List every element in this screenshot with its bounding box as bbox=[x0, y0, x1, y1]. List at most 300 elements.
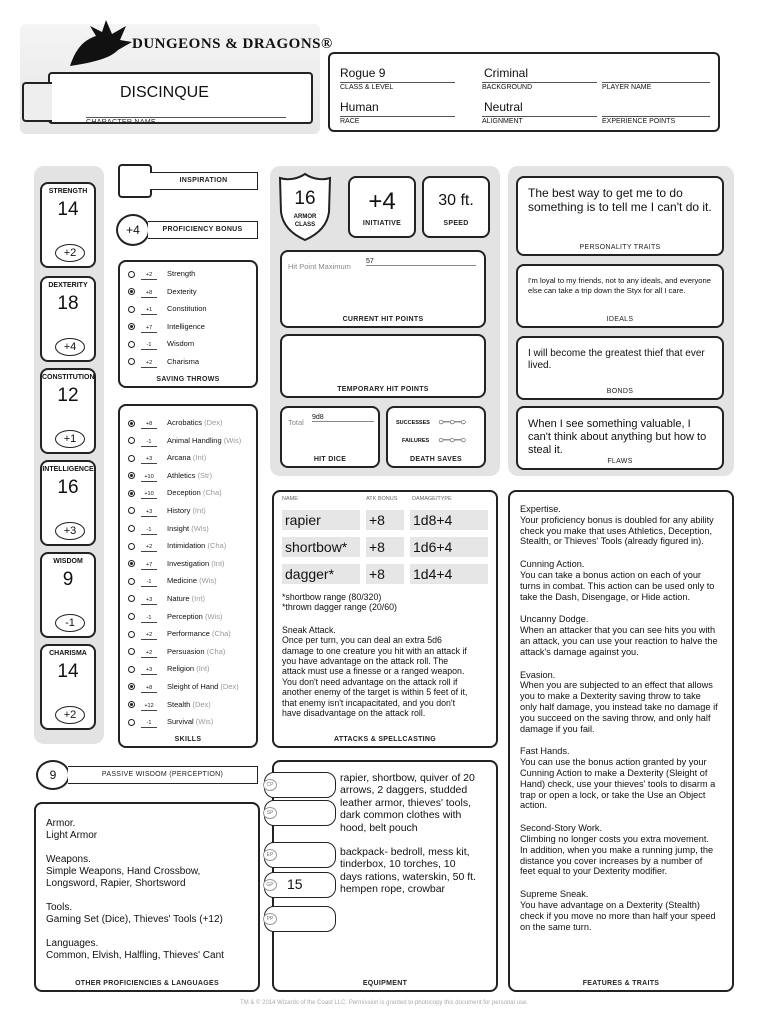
skills-list bbox=[128, 414, 256, 731]
saving-throws-box bbox=[118, 260, 258, 388]
text-line: Gaming Set (Dice), Thieves' Tools (+12) bbox=[46, 914, 223, 925]
proficiency-checkbox[interactable] bbox=[128, 578, 135, 585]
attacks-col-bonus: ATK BONUS bbox=[366, 496, 398, 502]
attacks-col-damage: DAMAGE/TYPE bbox=[412, 496, 452, 502]
text-line: Stealth, or Thieves' Tools (already figured in). bbox=[520, 536, 704, 547]
saving-throw-row[interactable] bbox=[128, 335, 256, 353]
skill-ability: (Cha) bbox=[212, 629, 231, 639]
text-line: another enemy of the target is within 5 feet of it, bbox=[282, 687, 468, 698]
proficiency-checkbox[interactable] bbox=[128, 472, 135, 479]
skill-row[interactable] bbox=[128, 696, 256, 714]
text-line: Evasion. bbox=[520, 669, 556, 680]
text-line: tinderbox, 10 torches, 10 bbox=[340, 858, 456, 871]
skill-name: Athletics bbox=[167, 470, 196, 480]
skill-name: Sleight of Hand bbox=[167, 681, 219, 691]
text-line: feet equal to your Dexterity modifier. bbox=[520, 866, 668, 877]
ideals-text: I'm loyal to my friends, not to any ideals, and everyone else can take a trip down the Styx for all I care. bbox=[528, 276, 711, 295]
skill-value: -1 bbox=[141, 719, 157, 728]
text-line: Once per turn, you can deal an extra 5d6 bbox=[282, 635, 442, 646]
text-line bbox=[520, 602, 722, 614]
skill-row[interactable] bbox=[128, 432, 256, 450]
saving-throw-value: +2 bbox=[141, 271, 157, 280]
passive-wisdom-value[interactable]: 9 bbox=[36, 760, 70, 790]
hp-max-value[interactable]: 57 bbox=[366, 258, 476, 266]
passive-wisdom-label: PASSIVE WISDOM (PERCEPTION) bbox=[68, 766, 258, 784]
coin-label: EP bbox=[263, 849, 277, 861]
text-line: You have advantage on a Dexterity (Stealth) bbox=[520, 899, 700, 910]
skill-name: Medicine bbox=[167, 576, 198, 586]
attack-bonus: +8 bbox=[366, 564, 404, 584]
text-line: arrows, 2 daggers, studded bbox=[340, 784, 468, 797]
personality-traits-text: The best way to get me to do something is to tell me I can't do it. bbox=[528, 186, 712, 214]
text-line bbox=[282, 613, 488, 625]
skill-value: +3 bbox=[141, 455, 157, 464]
text-line: action. bbox=[520, 800, 548, 811]
attacks-col-name: NAME bbox=[282, 496, 298, 502]
skill-value: +12 bbox=[141, 702, 157, 711]
text-line: take the Dash, Disengage, or Hide action. bbox=[520, 591, 691, 602]
alignment-value[interactable]: Neutral bbox=[484, 100, 523, 114]
skill-ability: (Str) bbox=[197, 470, 213, 480]
skill-row[interactable] bbox=[128, 467, 256, 485]
proficiency-checkbox[interactable] bbox=[128, 666, 135, 673]
skill-name: Religion bbox=[167, 664, 195, 674]
skill-ability: (Cha) bbox=[202, 488, 222, 498]
skill-name: Intimidation bbox=[167, 541, 206, 551]
text-line: hood, belt pouch bbox=[340, 821, 418, 834]
skill-name: Deception bbox=[167, 488, 201, 498]
attack-damage: 1d6+4 bbox=[410, 537, 488, 557]
attack-notes[interactable] bbox=[282, 592, 488, 718]
skill-value: -1 bbox=[141, 578, 157, 587]
skill-value: +7 bbox=[141, 561, 157, 570]
attack-bonus: +8 bbox=[366, 510, 404, 530]
skill-row[interactable] bbox=[128, 572, 256, 590]
skill-row[interactable] bbox=[128, 643, 256, 661]
ability-score: 14 bbox=[57, 199, 79, 220]
ability-modifier: +2 bbox=[55, 244, 85, 262]
skill-value: +3 bbox=[141, 596, 157, 605]
skill-name: Acrobatics bbox=[167, 418, 203, 427]
text-line: Climbing no longer costs you extra movement. bbox=[520, 833, 709, 844]
saving-throw-row[interactable] bbox=[128, 353, 256, 371]
proficiency-checkbox[interactable] bbox=[128, 271, 135, 278]
proficiency-checkbox[interactable] bbox=[128, 420, 135, 427]
saving-throws-list bbox=[128, 265, 256, 371]
skill-name: History bbox=[167, 505, 191, 515]
proficiency-checkbox[interactable] bbox=[128, 525, 135, 532]
text-line: damage to one creature you hit with an attack if bbox=[282, 645, 467, 656]
skill-ability: (Int) bbox=[196, 664, 210, 674]
text-line: hempen rope, crowbar bbox=[340, 883, 446, 896]
flaws-text: When I see something valuable, I can't think about anything but how to steal it. bbox=[528, 418, 707, 456]
text-line: on the same turn. bbox=[520, 921, 592, 932]
hp-max-label: Hit Point Maximum bbox=[288, 262, 351, 271]
success-checkboxes[interactable]: ○─○─○ bbox=[438, 417, 466, 428]
character-name-label: CHARACTER NAME bbox=[86, 117, 286, 126]
text-line: Sneak Attack. bbox=[282, 624, 336, 635]
proficiency-checkbox[interactable] bbox=[128, 683, 135, 690]
text-line: Armor. bbox=[46, 818, 76, 829]
text-line: Cunning Action to make a Dexterity (Sleight of bbox=[520, 767, 708, 778]
text-line: Common, Elvish, Halfling, Thieves' Cant bbox=[46, 950, 224, 961]
skill-ability: (Cha) bbox=[206, 646, 226, 656]
bonds-text: I will become the greatest thief that ever lived. bbox=[528, 348, 705, 371]
skill-row[interactable] bbox=[128, 678, 256, 696]
skill-name: Nature bbox=[167, 593, 190, 603]
text-line: trap or open a lock, or take the Use an Object bbox=[520, 789, 706, 800]
text-line: When an attacker that you can see hits you with bbox=[520, 625, 716, 636]
proficiency-checkbox[interactable] bbox=[128, 358, 135, 365]
ability-score: 18 bbox=[57, 293, 79, 314]
text-line: you succeed on the saving throw, and only half bbox=[520, 712, 711, 723]
skill-ability: (Dex) bbox=[192, 699, 211, 709]
class-level-label: CLASS & LEVEL bbox=[340, 82, 455, 91]
ability-score: 16 bbox=[57, 477, 79, 498]
hit-dice-total-label: Total bbox=[288, 418, 304, 427]
ability-modifier: +1 bbox=[55, 430, 85, 448]
proficiency-checkbox[interactable] bbox=[128, 648, 135, 655]
speed-box[interactable] bbox=[422, 176, 490, 238]
initiative-box[interactable] bbox=[348, 176, 416, 238]
skill-name: Persuasion bbox=[167, 646, 205, 656]
temp-hp-label: TEMPORARY HIT POINTS bbox=[337, 386, 429, 393]
armor-class-label-2: CLASS bbox=[294, 222, 316, 228]
text-line: that enemy isn't incapacitated, and you don't bbox=[282, 697, 456, 708]
text-line: Tools. bbox=[46, 902, 73, 913]
ability-charisma[interactable] bbox=[40, 644, 96, 730]
features-text[interactable] bbox=[520, 504, 722, 932]
text-line: Second-Story Work. bbox=[520, 823, 603, 834]
text-line: Fast Hands. bbox=[520, 746, 570, 757]
ability-wisdom[interactable] bbox=[40, 552, 96, 638]
ability-score: 14 bbox=[57, 661, 79, 682]
proficiency-checkbox[interactable] bbox=[128, 455, 135, 462]
ability-constitution[interactable] bbox=[40, 368, 96, 454]
ability-intelligence[interactable] bbox=[40, 460, 96, 546]
text-line bbox=[46, 890, 248, 902]
skill-row[interactable] bbox=[128, 414, 256, 432]
coin-value: 15 bbox=[287, 876, 303, 892]
saving-throw-row[interactable] bbox=[128, 318, 256, 336]
ability-strength[interactable] bbox=[40, 182, 96, 268]
skill-ability: (Int) bbox=[191, 593, 205, 603]
alignment-label: ALIGNMENT bbox=[482, 116, 597, 125]
temp-hp-box[interactable] bbox=[280, 334, 486, 398]
skill-row[interactable] bbox=[128, 625, 256, 643]
skill-value: -1 bbox=[141, 526, 157, 535]
personality-traits-box[interactable] bbox=[516, 176, 724, 256]
ability-modifier: -1 bbox=[55, 614, 85, 632]
text-line: only half damage, you instead take no damage if bbox=[520, 701, 718, 712]
text-line: damage if you fail. bbox=[520, 723, 595, 734]
saving-throw-name: Intelligence bbox=[167, 321, 205, 331]
armor-class-label-1: ARMOR bbox=[293, 214, 317, 220]
proficiency-checkbox[interactable] bbox=[128, 437, 135, 444]
skill-row[interactable] bbox=[128, 484, 256, 502]
proficiency-checkbox[interactable] bbox=[128, 613, 135, 620]
attacks-box bbox=[272, 490, 498, 748]
coin-cp[interactable] bbox=[264, 772, 336, 798]
proficiency-checkbox[interactable] bbox=[128, 560, 135, 567]
text-line bbox=[340, 834, 476, 846]
text-line: You don't need advantage on the attack roll if bbox=[282, 676, 458, 687]
text-line: have disadvantage on the attack roll. bbox=[282, 708, 426, 719]
saving-throw-name: Wisdom bbox=[167, 339, 195, 349]
failure-checkboxes[interactable]: ○─○─○ bbox=[438, 435, 466, 446]
bonds-box[interactable] bbox=[516, 336, 724, 400]
skill-value: +3 bbox=[141, 666, 157, 675]
text-line: check you make that uses Athletics, Deception, bbox=[520, 525, 713, 536]
skill-value: +8 bbox=[141, 420, 157, 429]
skill-ability: (Wis) bbox=[191, 523, 209, 533]
text-line: Expertise. bbox=[520, 504, 561, 514]
text-line: an attack, you can use your reaction to halve the bbox=[520, 635, 718, 646]
skill-name: Performance bbox=[167, 629, 210, 639]
attack-damage: 1d8+4 bbox=[410, 510, 488, 530]
text-line: backpack- bedroll, mess kit, bbox=[340, 846, 470, 859]
saving-throw-value: +1 bbox=[141, 306, 157, 315]
attack-name: rapier bbox=[282, 510, 360, 530]
saving-throw-value: +2 bbox=[141, 359, 157, 368]
text-line: attack's damage against you. bbox=[520, 646, 639, 657]
player-name-label: PLAYER NAME bbox=[602, 82, 710, 91]
text-line: Weapons. bbox=[46, 854, 91, 865]
text-line bbox=[520, 547, 722, 559]
text-line: check if you move no more than half your speed bbox=[520, 910, 716, 921]
proficiency-checkbox[interactable] bbox=[128, 490, 135, 497]
skill-value: -1 bbox=[141, 614, 157, 623]
current-hp-label: CURRENT HIT POINTS bbox=[342, 316, 424, 323]
text-line: *shortbow range (80/320) bbox=[282, 592, 382, 602]
ability-modifier: +2 bbox=[55, 706, 85, 724]
equipment-label: EQUIPMENT bbox=[362, 980, 408, 987]
saving-throw-row[interactable] bbox=[128, 283, 256, 301]
saving-throw-row[interactable] bbox=[128, 300, 256, 318]
death-saves-label: DEATH SAVES bbox=[409, 456, 463, 463]
coin-pp[interactable] bbox=[264, 906, 336, 932]
text-line: You can take a bonus action on each of your bbox=[520, 569, 701, 580]
ideals-label: IDEALS bbox=[606, 316, 634, 323]
ability-score: 9 bbox=[62, 569, 74, 590]
text-line bbox=[46, 926, 248, 938]
equipment-text[interactable] bbox=[340, 772, 476, 896]
skill-row[interactable] bbox=[128, 449, 256, 467]
proficiency-checkbox[interactable] bbox=[128, 595, 135, 602]
skill-ability: (Int) bbox=[192, 505, 206, 515]
coin-sp[interactable] bbox=[264, 800, 336, 826]
skill-ability: (Dex) bbox=[220, 681, 239, 691]
coin-ep[interactable] bbox=[264, 842, 336, 868]
skill-ability: (Cha) bbox=[207, 541, 227, 551]
proficiency-checkbox[interactable] bbox=[128, 288, 135, 295]
skill-row[interactable] bbox=[128, 590, 256, 608]
text-line: you have advantage on the attack roll. The bbox=[282, 656, 449, 667]
text-line: Simple Weapons, Hand Crossbow, bbox=[46, 866, 201, 877]
text-line: When you are subjected to an effect that allows bbox=[520, 680, 713, 691]
current-hp-box[interactable] bbox=[280, 250, 486, 328]
skill-ability: (Wis) bbox=[223, 435, 242, 445]
proficiency-bonus-label: PROFICIENCY BONUS bbox=[148, 221, 258, 239]
skill-value: +10 bbox=[141, 490, 157, 499]
skill-ability: (Wis) bbox=[199, 576, 217, 586]
hit-dice-box[interactable] bbox=[280, 406, 380, 468]
flaws-box[interactable] bbox=[516, 406, 724, 470]
proficiency-checkbox[interactable] bbox=[128, 701, 135, 708]
text-line bbox=[520, 734, 722, 746]
initiative-value: +4 bbox=[368, 188, 396, 215]
attack-damage: 1d4+4 bbox=[410, 564, 488, 584]
hit-dice-label: HIT DICE bbox=[313, 456, 347, 463]
ability-name: WISDOM bbox=[53, 558, 83, 565]
skill-name: Arcana bbox=[167, 453, 191, 463]
ability-name: CHARISMA bbox=[49, 650, 87, 657]
proficiency-bonus-value[interactable]: +4 bbox=[116, 214, 150, 246]
speed-value: 30 ft. bbox=[438, 192, 474, 209]
text-line: turns in combat. This action can be used only to bbox=[520, 580, 715, 591]
ideals-box[interactable] bbox=[516, 264, 724, 328]
initiative-label: INITIATIVE bbox=[362, 220, 402, 227]
proficiencies-languages-box bbox=[34, 802, 260, 992]
saving-throw-value: +8 bbox=[141, 289, 157, 298]
saving-throw-name: Dexterity bbox=[167, 286, 197, 296]
skill-row[interactable] bbox=[128, 608, 256, 626]
skill-ability: (Int) bbox=[192, 453, 207, 463]
proficiencies-text[interactable] bbox=[46, 818, 248, 962]
saving-throw-value: +7 bbox=[141, 324, 157, 333]
ability-name: STRENGTH bbox=[48, 188, 88, 195]
skill-value: +10 bbox=[141, 473, 157, 482]
coin-gp[interactable] bbox=[264, 872, 336, 898]
flaws-label: FLAWS bbox=[607, 458, 633, 465]
character-name[interactable]: DISCINQUE bbox=[120, 84, 209, 101]
speed-label: SPEED bbox=[443, 220, 469, 227]
race-label: RACE bbox=[340, 116, 455, 125]
text-line: Languages. bbox=[46, 938, 99, 949]
coin-label: PP bbox=[263, 913, 277, 925]
proficiencies-languages-label: OTHER PROFICIENCIES & LANGUAGES bbox=[75, 980, 219, 987]
skill-name: Survival bbox=[167, 717, 194, 727]
text-line: Longsword, Rapier, Shortsword bbox=[46, 878, 186, 889]
text-line: Your proficiency bonus is doubled for any ability bbox=[520, 514, 714, 525]
text-line: Uncanny Dodge. bbox=[520, 614, 589, 625]
skill-value: -1 bbox=[141, 438, 157, 447]
skill-ability: (Int) bbox=[211, 558, 225, 568]
text-line: Hand) check, use your thieves' tools to disarm a bbox=[520, 778, 716, 789]
ability-modifier: +4 bbox=[55, 338, 85, 356]
dragon-logo-icon bbox=[66, 18, 136, 70]
coin-label: SP bbox=[263, 807, 277, 819]
skill-row[interactable] bbox=[128, 502, 256, 520]
coin-label: CP bbox=[263, 779, 277, 791]
text-line: You can use the bonus action granted by your bbox=[520, 757, 707, 768]
proficiency-checkbox[interactable] bbox=[128, 341, 135, 348]
skill-ability: (Wis) bbox=[195, 717, 214, 727]
saving-throw-value: -1 bbox=[141, 341, 157, 350]
text-line: rapier, shortbow, quiver of 20 bbox=[340, 772, 475, 784]
text-line: Light Armor bbox=[46, 830, 98, 841]
inspiration-label: INSPIRATION bbox=[150, 172, 258, 190]
skill-row[interactable] bbox=[128, 713, 256, 731]
skill-name: Animal Handling bbox=[167, 435, 222, 445]
attacks-label: ATTACKS & SPELLCASTING bbox=[333, 736, 436, 743]
skills-box bbox=[118, 404, 258, 748]
successes-label: SUCCESSES bbox=[396, 420, 430, 426]
skill-name: Stealth bbox=[167, 699, 191, 709]
text-line: Cunning Action. bbox=[520, 559, 585, 570]
attack-row[interactable] bbox=[282, 510, 488, 530]
copyright-footer: TM & © 2014 Wizards of the Coast LLC. Permission is granted to photocopy this document for personal use. bbox=[240, 1000, 528, 1006]
skill-name: Investigation bbox=[167, 558, 210, 568]
skill-ability: (Dex) bbox=[204, 418, 223, 427]
hit-dice-total-value[interactable]: 9d8 bbox=[312, 414, 374, 422]
inspiration-checkbox[interactable] bbox=[118, 164, 152, 198]
proficiency-checkbox[interactable] bbox=[128, 306, 135, 313]
saving-throw-name: Constitution bbox=[167, 304, 207, 314]
skill-value: +8 bbox=[141, 684, 157, 693]
background-value[interactable]: Criminal bbox=[484, 66, 529, 80]
attack-name: dagger* bbox=[282, 564, 360, 584]
attack-name: shortbow* bbox=[282, 537, 360, 557]
xp-label: EXPERIENCE POINTS bbox=[602, 116, 710, 125]
text-line: In addition, when you make a running jump, the bbox=[520, 844, 714, 855]
proficiency-checkbox[interactable] bbox=[128, 507, 135, 514]
text-line: Supreme Sneak. bbox=[520, 889, 589, 900]
ability-score: 12 bbox=[57, 385, 79, 406]
saving-throw-row[interactable] bbox=[128, 265, 256, 283]
text-line bbox=[46, 842, 248, 854]
skill-value: +3 bbox=[141, 508, 157, 517]
skill-row[interactable] bbox=[128, 555, 256, 573]
proficiency-checkbox[interactable] bbox=[128, 323, 135, 330]
attack-row[interactable] bbox=[282, 537, 488, 557]
text-line: you to make a Dexterity saving throw to take bbox=[520, 691, 701, 702]
death-saves-box bbox=[386, 406, 486, 468]
text-line: dark common clothes with bbox=[340, 809, 462, 822]
features-traits-box bbox=[508, 490, 734, 992]
armor-class-value[interactable]: 16 bbox=[294, 188, 316, 209]
proficiency-checkbox[interactable] bbox=[128, 543, 135, 550]
class-level-value[interactable]: Rogue 9 bbox=[340, 66, 386, 80]
background-label: BACKGROUND bbox=[482, 82, 597, 91]
text-line: leather armor, thieves' tools, bbox=[340, 796, 471, 809]
skill-row[interactable] bbox=[128, 520, 256, 538]
skill-row[interactable] bbox=[128, 660, 256, 678]
proficiency-checkbox[interactable] bbox=[128, 631, 135, 638]
race-value[interactable]: Human bbox=[340, 100, 379, 114]
failures-label: FAILURES bbox=[402, 438, 430, 444]
skill-value: +2 bbox=[141, 631, 157, 640]
dnd-logo: DUNGEONS & DRAGONS® bbox=[132, 36, 333, 52]
ability-modifier: +3 bbox=[55, 522, 85, 540]
bonds-label: BONDS bbox=[606, 388, 634, 395]
saving-throw-name: Charisma bbox=[167, 356, 200, 366]
ability-name: DEXTERITY bbox=[48, 282, 88, 289]
attack-bonus: +8 bbox=[366, 537, 404, 557]
attack-row[interactable] bbox=[282, 564, 488, 584]
text-line: days rations, waterskin, 50 ft. bbox=[340, 870, 476, 883]
proficiency-checkbox[interactable] bbox=[128, 719, 135, 726]
skills-label: SKILLS bbox=[174, 736, 202, 743]
coin-label: GP bbox=[263, 879, 277, 891]
skill-row[interactable] bbox=[128, 537, 256, 555]
attack-rows bbox=[282, 510, 488, 584]
skill-ability: (Wis) bbox=[204, 611, 223, 621]
skill-value: +2 bbox=[141, 649, 157, 658]
skill-name: Perception bbox=[167, 611, 203, 621]
text-line: attack must use a finesse or a ranged weapon. bbox=[282, 666, 465, 677]
ability-dexterity[interactable] bbox=[40, 276, 96, 362]
